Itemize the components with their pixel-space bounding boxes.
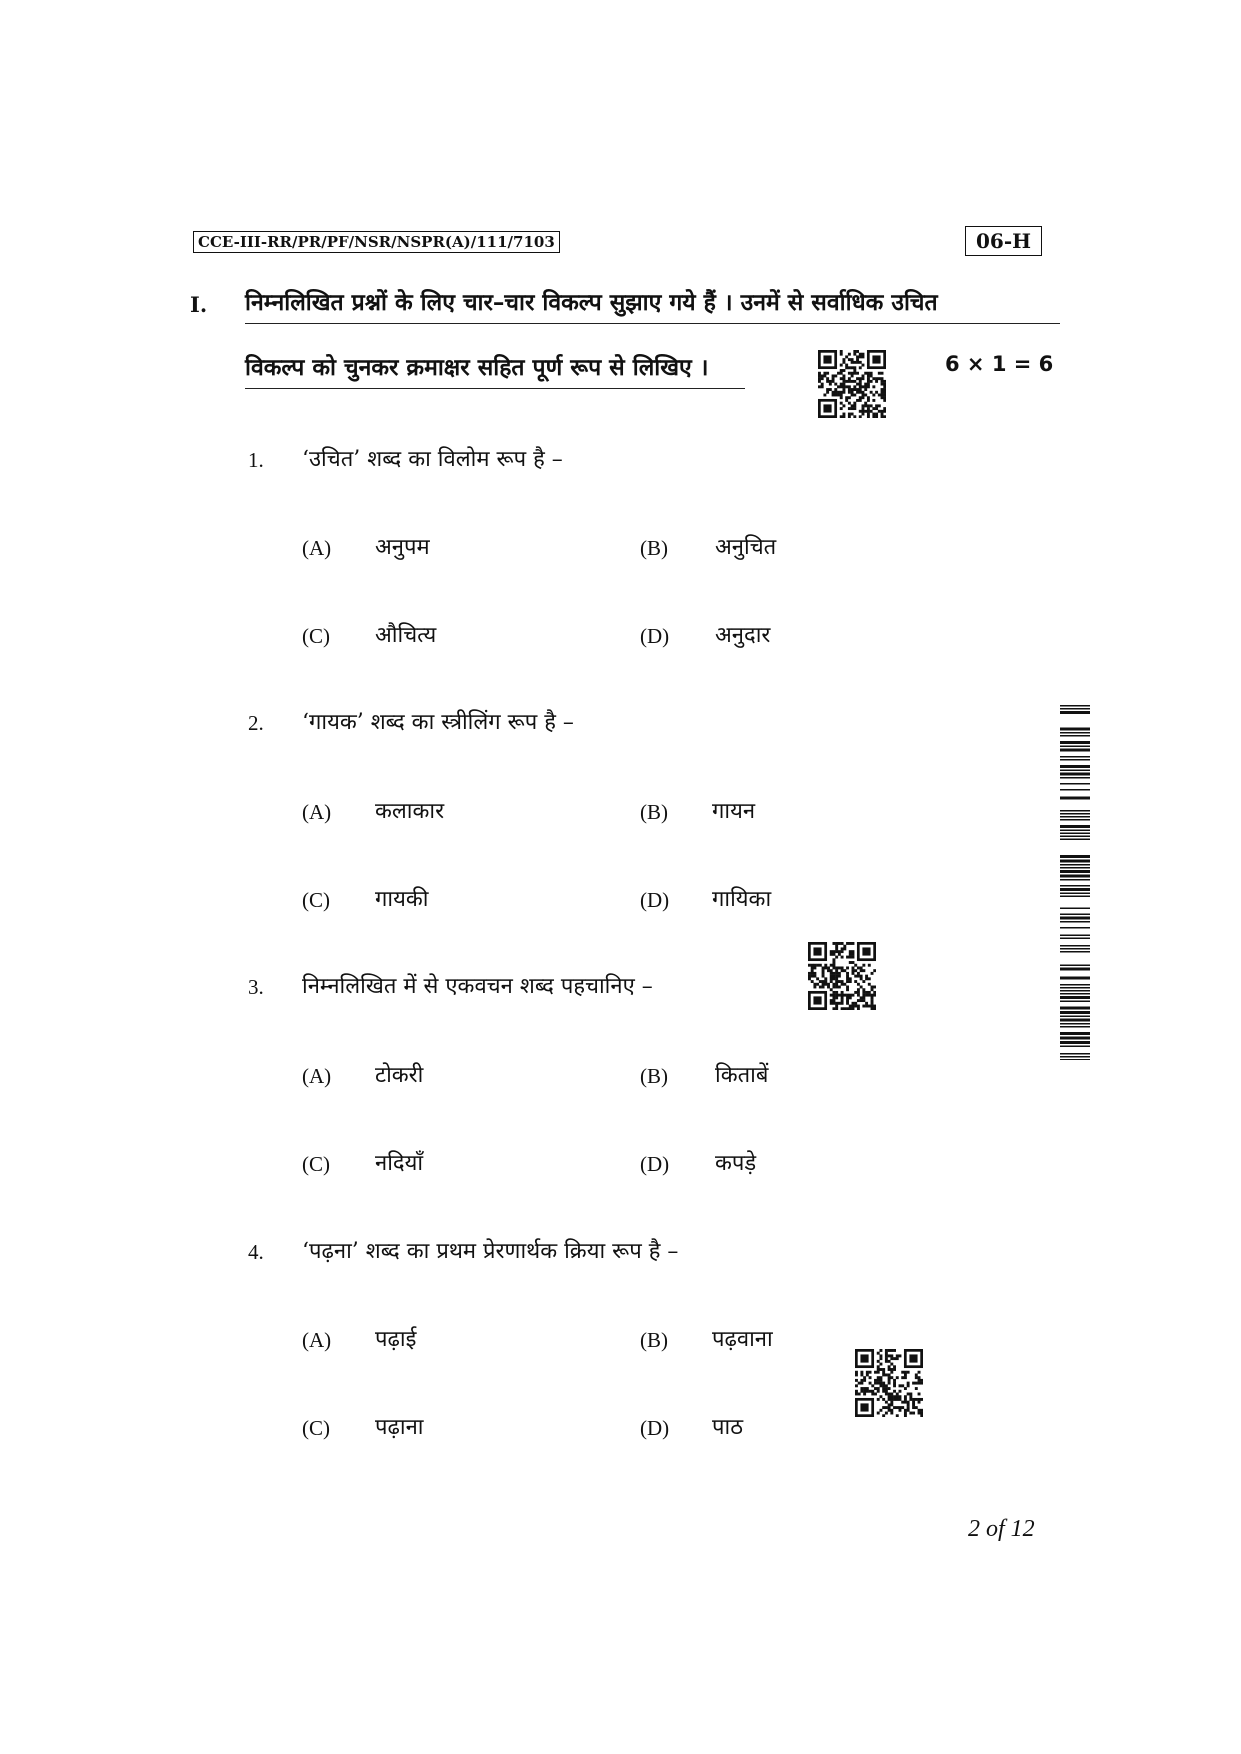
option-label: (C) — [302, 1416, 330, 1440]
option-text: पढ़वाना — [712, 1327, 773, 1352]
barcode — [1060, 705, 1090, 1060]
option-text: अनुपम — [375, 535, 430, 560]
option-label: (B) — [640, 1328, 668, 1352]
option-label: (A) — [302, 536, 332, 560]
option-label: (B) — [640, 1064, 668, 1088]
option-text: गायकी — [375, 887, 429, 912]
section-number: I. — [190, 292, 208, 317]
question-number: 4. — [248, 1240, 264, 1264]
instruction-underline-2 — [245, 388, 745, 389]
option-text: नदियाँ — [375, 1151, 424, 1176]
option-text: अनुदार — [715, 623, 771, 648]
question-text: ‘गायक’ शब्द का स्त्रीलिंग रूप है – — [302, 710, 574, 735]
option-text: पढ़ाना — [375, 1415, 424, 1440]
option-label: (D) — [640, 624, 670, 648]
paper-version-code: 06-H — [965, 226, 1042, 256]
instruction-underline-1 — [245, 323, 1060, 324]
question-text: ‘पढ़ना’ शब्द का प्रथम प्रेरणार्थक क्रिया रूप है – — [302, 1239, 679, 1264]
option-label: (A) — [302, 1064, 332, 1088]
qr-code — [808, 942, 876, 1010]
option-label: (C) — [302, 888, 330, 912]
qr-code — [855, 1349, 923, 1417]
paper-code: CCE-III-RR/PR/PF/NSR/NSPR(A)/111/7103 — [193, 231, 560, 253]
option-text: औचित्य — [375, 623, 437, 648]
question-text: निम्नलिखित में से एकवचन शब्द पहचानिए – — [302, 974, 653, 999]
option-text: गायिका — [712, 887, 772, 912]
option-text: कलाकार — [375, 799, 445, 824]
option-text: कपड़े — [715, 1151, 757, 1176]
question-number: 3. — [248, 975, 264, 999]
option-text: टोकरी — [375, 1063, 424, 1088]
qr-code — [818, 350, 886, 418]
marks-allocation: 6 × 1 = 6 — [945, 352, 1054, 376]
option-text: पढ़ाई — [375, 1327, 417, 1352]
option-text: पाठ — [712, 1415, 743, 1440]
page-number: 2 of 12 — [968, 1516, 1035, 1542]
option-label: (D) — [640, 1152, 670, 1176]
option-label: (A) — [302, 800, 332, 824]
option-label: (B) — [640, 800, 668, 824]
question-number: 1. — [248, 448, 264, 472]
option-text: किताबें — [715, 1063, 769, 1088]
option-label: (A) — [302, 1328, 332, 1352]
option-label: (D) — [640, 888, 670, 912]
option-label: (C) — [302, 624, 330, 648]
option-label: (B) — [640, 536, 668, 560]
option-text: गायन — [712, 799, 756, 824]
question-text: ‘उचित’ शब्द का विलोम रूप है – — [302, 447, 563, 472]
option-text: अनुचित — [715, 535, 777, 560]
instruction-line-2: विकल्प को चुनकर क्रमाक्षर सहित पूर्ण रूप से लिखिए । — [245, 354, 709, 381]
option-label: (D) — [640, 1416, 670, 1440]
question-number: 2. — [248, 711, 264, 735]
instruction-line-1: निम्नलिखित प्रश्नों के लिए चार–चार विकल्प सुझाए गये हैं । उनमें से सर्वाधिक उचित — [245, 289, 938, 316]
option-label: (C) — [302, 1152, 330, 1176]
